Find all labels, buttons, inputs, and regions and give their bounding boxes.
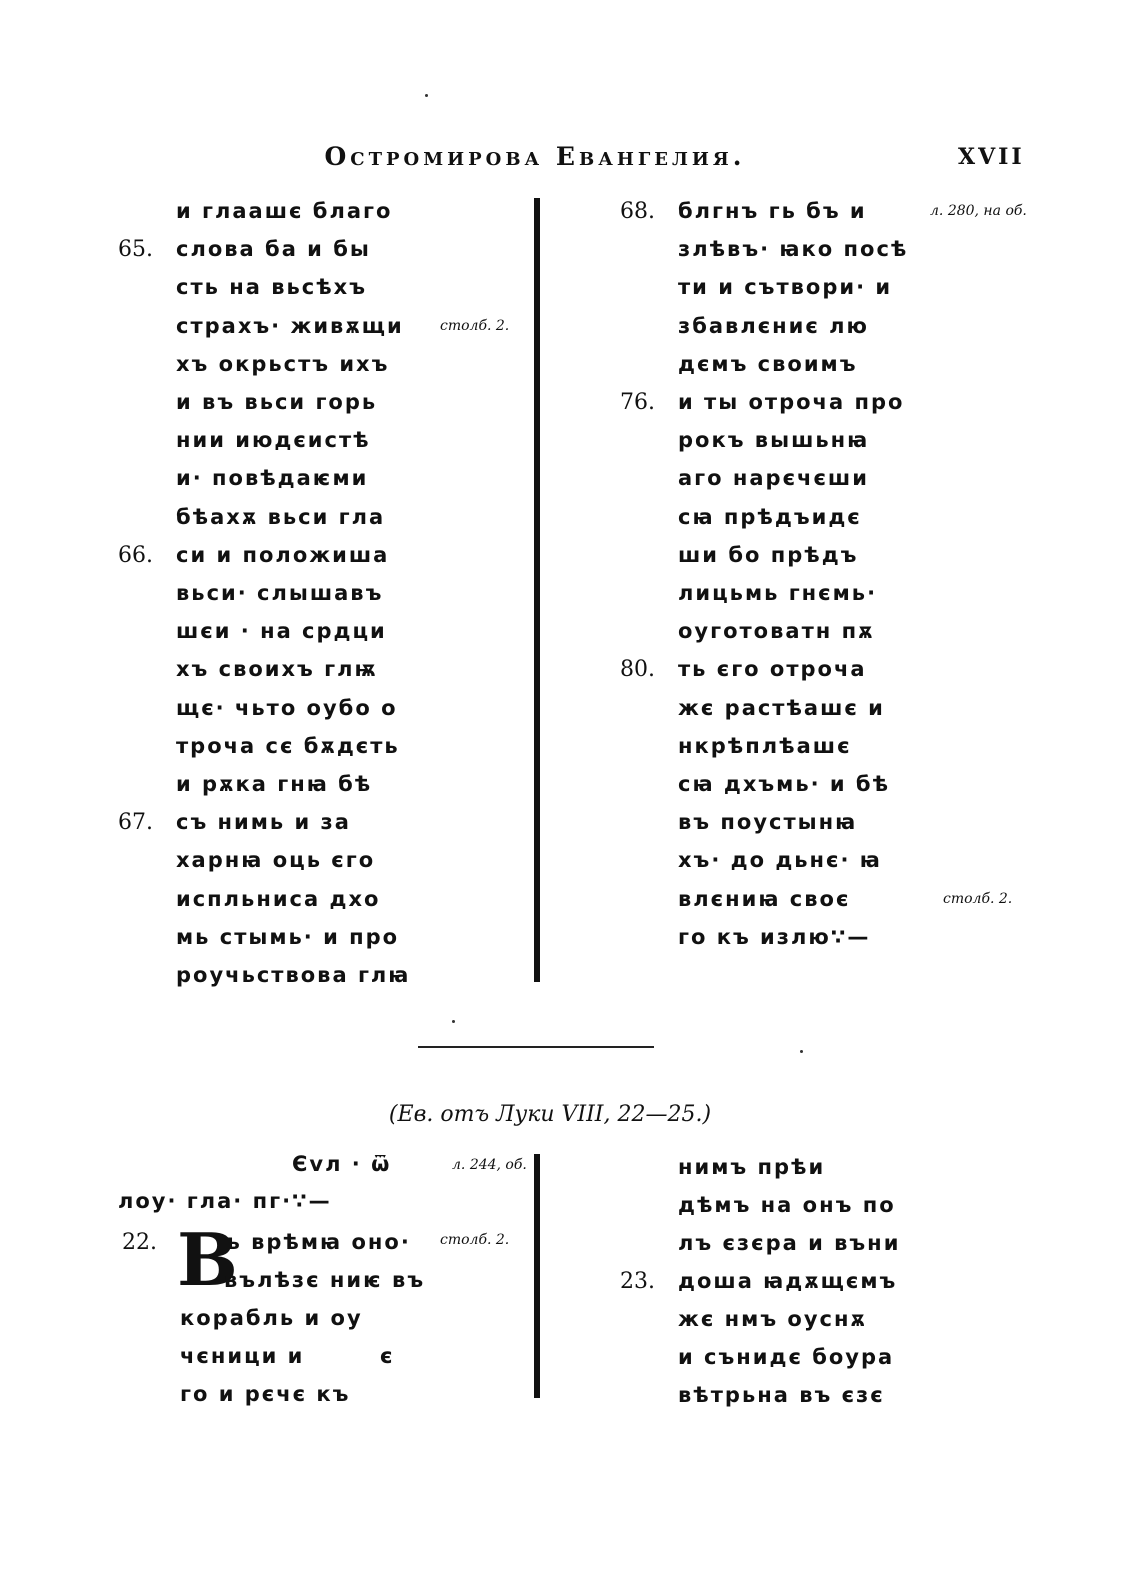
text-line: ши бо прѣдъ — [678, 542, 859, 567]
speck — [452, 1020, 455, 1023]
text-line: рокъ вышьнꙗ — [678, 428, 870, 453]
page-number: XVII — [958, 144, 1025, 170]
text-line: и· повѣдаѥми — [176, 466, 369, 491]
lection-heading-line-1: Єvл · ѿ — [292, 1152, 392, 1176]
text-line: си и положиша — [176, 542, 390, 567]
text-line: и сънидє боура — [678, 1345, 895, 1369]
drop-cap-initial: В — [177, 1217, 238, 1302]
text-line: ти и сътвори· и — [678, 275, 893, 300]
text-line: въ поустынꙗ — [678, 810, 858, 835]
text-line: аго нарєчєши — [678, 466, 869, 491]
verse-number: 80. — [620, 657, 655, 683]
text-line: вълѣзє ниѥ въ — [224, 1268, 426, 1292]
text-line: го къ излю∵— — [678, 924, 871, 949]
text-line: слова ба и бы — [176, 237, 371, 262]
verse-number: 66. — [118, 542, 153, 568]
text-line: нкрѣплѣашє — [678, 733, 852, 758]
text-line: дємъ своимъ — [678, 351, 858, 376]
text-line: троча сє бѫдєть — [176, 733, 400, 758]
verse-number: 22. — [122, 1230, 157, 1255]
text-line: испльниса дхо — [176, 886, 381, 911]
speck — [425, 94, 428, 97]
text-line: ъ врѣмꙗ оно· — [224, 1230, 411, 1254]
text-line: хъ своихъ глѭ — [176, 657, 378, 682]
text-line: оуготоватн пѫ — [678, 619, 875, 644]
text-line: нии июдєистѣ — [176, 428, 371, 453]
lower-column-divider — [534, 1154, 540, 1398]
text-line: хъ· до дьнє· ꙗ — [678, 848, 882, 873]
text-line: сть на вьсѣхъ — [176, 275, 367, 300]
text-line: харнꙗ оць єго — [176, 848, 376, 873]
text-line: вьси· слышавъ — [176, 581, 384, 605]
text-line: злѣвъ· ꙗко посѣ — [678, 237, 909, 262]
text-line: ть єго отроча — [678, 657, 867, 682]
text-line: го и рєчє къ — [180, 1382, 351, 1406]
upper-left-margin-note: столб. 2. — [440, 318, 510, 334]
page-running-title: Остромирова Евангелия. — [324, 142, 746, 171]
upper-column-divider — [534, 198, 540, 982]
text-line: жє растѣашє и — [678, 695, 885, 720]
text-line: вѣтрьна въ єзє — [678, 1383, 885, 1407]
text-line: збавлєниє лю — [678, 313, 869, 338]
text-line: роучьствова глꙗ — [176, 963, 411, 987]
lower-margin-note-leaf: л. 244, об. — [452, 1157, 527, 1173]
verse-number: 23. — [620, 1269, 655, 1294]
gospel-reference-caption: (Ев. отъ Луки VIII, 22—25.) — [388, 1102, 712, 1127]
text-line: бѣахѫ вьси гла — [176, 504, 386, 529]
text-line: и рѫка гнꙗ бѣ — [176, 772, 373, 796]
verse-number: 68. — [620, 199, 655, 224]
text-line: нимъ прѣи — [678, 1155, 826, 1179]
text-line: влєниꙗ своє — [678, 886, 851, 911]
verse-number: 76. — [620, 390, 655, 415]
text-line: и ты отроча про — [678, 390, 905, 414]
text-line: съ нимь и за — [176, 810, 351, 835]
verse-number: 65. — [118, 237, 153, 263]
text-line: сꙗ прѣдъидє — [678, 504, 862, 529]
lower-left-extra-letter: є — [380, 1344, 395, 1368]
text-line: и глаашє благо — [176, 199, 393, 223]
verse-number: 67. — [118, 810, 153, 836]
upper-right-margin-note-top: л. 280, на об. — [930, 203, 1027, 219]
text-line: сꙗ дхъмь· и бѣ — [678, 772, 891, 796]
text-line: страхъ· живѫщи — [176, 313, 404, 338]
upper-right-margin-note-bottom: столб. 2. — [943, 891, 1013, 907]
text-line: чєници и — [180, 1344, 305, 1368]
text-line: дѣмъ на онъ по — [678, 1193, 896, 1217]
lection-heading-line-2: лоу· гла· пг·∵— — [118, 1189, 332, 1213]
text-line: корабль и оу — [180, 1306, 363, 1330]
text-line: блгнъ гь бъ и — [678, 199, 867, 223]
section-separator-rule — [418, 1046, 654, 1048]
text-line: щє· чьто оубо о — [176, 695, 398, 720]
text-line: шєи · на срдци — [176, 619, 387, 644]
text-line: жє нмъ оуснѫ — [678, 1307, 867, 1331]
text-line: доша ꙗдѫщємъ — [678, 1269, 898, 1293]
lower-margin-note-column: столб. 2. — [440, 1232, 510, 1248]
text-line: хъ окрьстъ ихъ — [176, 351, 390, 376]
speck — [800, 1050, 803, 1053]
text-line: и въ вьси горь — [176, 390, 378, 414]
text-line: лицьмь гнємь· — [678, 581, 878, 605]
text-line: мь стымь· и про — [176, 924, 400, 949]
text-line: лъ єзєра и въни — [678, 1231, 901, 1255]
